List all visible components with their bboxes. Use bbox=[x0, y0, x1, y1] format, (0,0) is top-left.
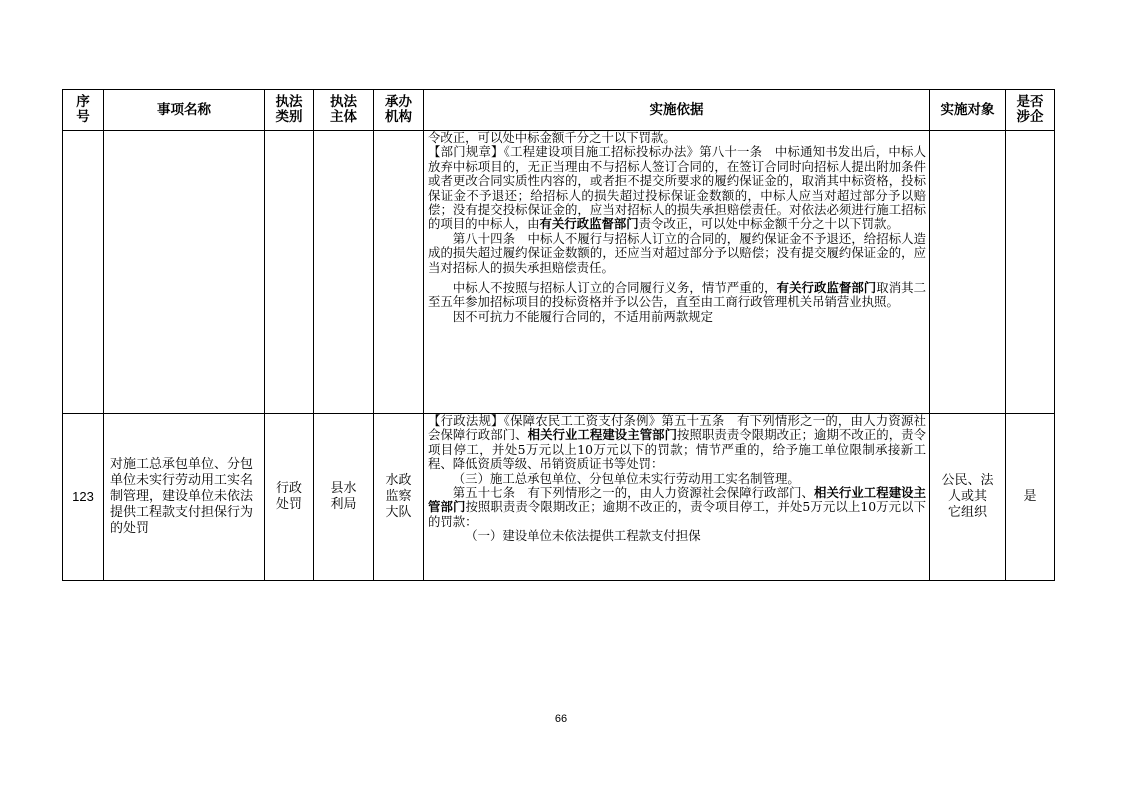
basis-paragraph: 第八十四条 中标人不履行与招标人订立的合同的，履约保证金不予退还，给招标人造成的损失超过履约保证金数额的，还应当对超过部分予以赔偿；没有提交履约保证金的，应当对招标人的损失承担赔偿责任。 bbox=[428, 230, 926, 275]
org-cell bbox=[374, 131, 424, 414]
header-enterprise: 是否 涉企 bbox=[1006, 90, 1055, 131]
header-basis: 实施依据 bbox=[424, 90, 930, 131]
table-row bbox=[63, 414, 1055, 581]
basis-paragraph: （一）建设单位未依法提供工程款支付担保 bbox=[465, 528, 701, 544]
header-seq: 序 号 bbox=[63, 90, 104, 131]
basis-paragraph: 中标人不按照与招标人订立的合同履行义务，情节严重的，有关行政监督部门取消其二至五年参加招标项目的投标资格并予以公告，直至由工商行政管理机关吊销营业执照。 bbox=[428, 280, 927, 310]
name-cell: 对施工总承包单位、分包单位未实行劳动用工实名制管理，建设单位未依法提供工程款支付担保行为的处罚 bbox=[104, 414, 265, 581]
basis-paragraph: 令改正，可以处中标金额千分之十以下罚款。 bbox=[428, 130, 676, 145]
target-cell: 公民、法 人或其 它组织 bbox=[930, 414, 1006, 581]
basis-paragraph: 【行政法规】《保障农民工工资支付条例》第五十五条 有下列情形之一的，由人力资源社会保障行政部门、相关行业工程建设主管部门按照职责责令限期改正；逾期不改正的，责令项目停工，并处5万元以上10万元以下的罚款；情节严重的，给予施工单位限制承接新工程、降低资质等级、吊销资质证书等处罚： bbox=[428, 413, 927, 472]
basis-paragraph: 因不可抗力不能履行合同的，不适用前两款规定 bbox=[452, 308, 713, 324]
basis-cell bbox=[424, 131, 930, 414]
basis-paragraph: 【部门规章】《工程建设项目施工招标投标办法》第八十一条 中标通知书发出后，中标人放弃中标项目的，无正当理由不与招标人签订合同的，在签订合同时向招标人提出附加条件或者更改合同实质性内容的，或者拒不提交所要求的履约保证金的，取消其中标资格，投标保证金不予退还；给招标人的损失超过投标保证金数额的，中标人应当对超过部分予以赔偿；没有提交投标保证金的，应当对招标人的损失承担赔偿责任。对依法必须进行施工招标的项目的中标人，由有关行政监督部门责令改正，可以处中标金额千分之十以下罚款。 bbox=[428, 144, 926, 232]
seq-cell: 123 bbox=[63, 414, 104, 581]
header-item-name: 事项名称 bbox=[104, 90, 265, 131]
header-subject: 执法 主体 bbox=[314, 90, 374, 131]
header-category: 执法 类别 bbox=[265, 90, 314, 131]
seq-cell bbox=[63, 131, 104, 414]
category-cell bbox=[265, 131, 314, 414]
name-cell bbox=[104, 131, 265, 414]
basis-cell bbox=[424, 414, 930, 581]
header-org: 承办 机构 bbox=[374, 90, 424, 131]
page-number: 66 bbox=[554, 713, 568, 725]
table-row bbox=[63, 131, 1055, 414]
target-cell bbox=[930, 131, 1006, 414]
basis-paragraph: 第五十七条 有下列情形之一的，由人力资源社会保障行政部门、相关行业工程建设主管部门按照职责责令限期改正；逾期不改正的，责令项目停工，并处5万元以上10万元以下的罚款： bbox=[428, 485, 927, 529]
enterprise-cell bbox=[1006, 131, 1055, 414]
category-cell: 行政 处罚 bbox=[265, 414, 314, 581]
enforcement-table bbox=[62, 89, 1055, 581]
header-target: 实施对象 bbox=[930, 90, 1006, 131]
subject-cell: 县水 利局 bbox=[314, 414, 374, 581]
subject-cell bbox=[314, 131, 374, 414]
org-cell: 水政 监察 大队 bbox=[374, 414, 424, 581]
table-header-row bbox=[63, 90, 1055, 131]
enterprise-cell: 是 bbox=[1006, 414, 1055, 581]
basis-paragraph: （三）施工总承包单位、分包单位未实行劳动用工实名制管理。 bbox=[452, 470, 800, 486]
